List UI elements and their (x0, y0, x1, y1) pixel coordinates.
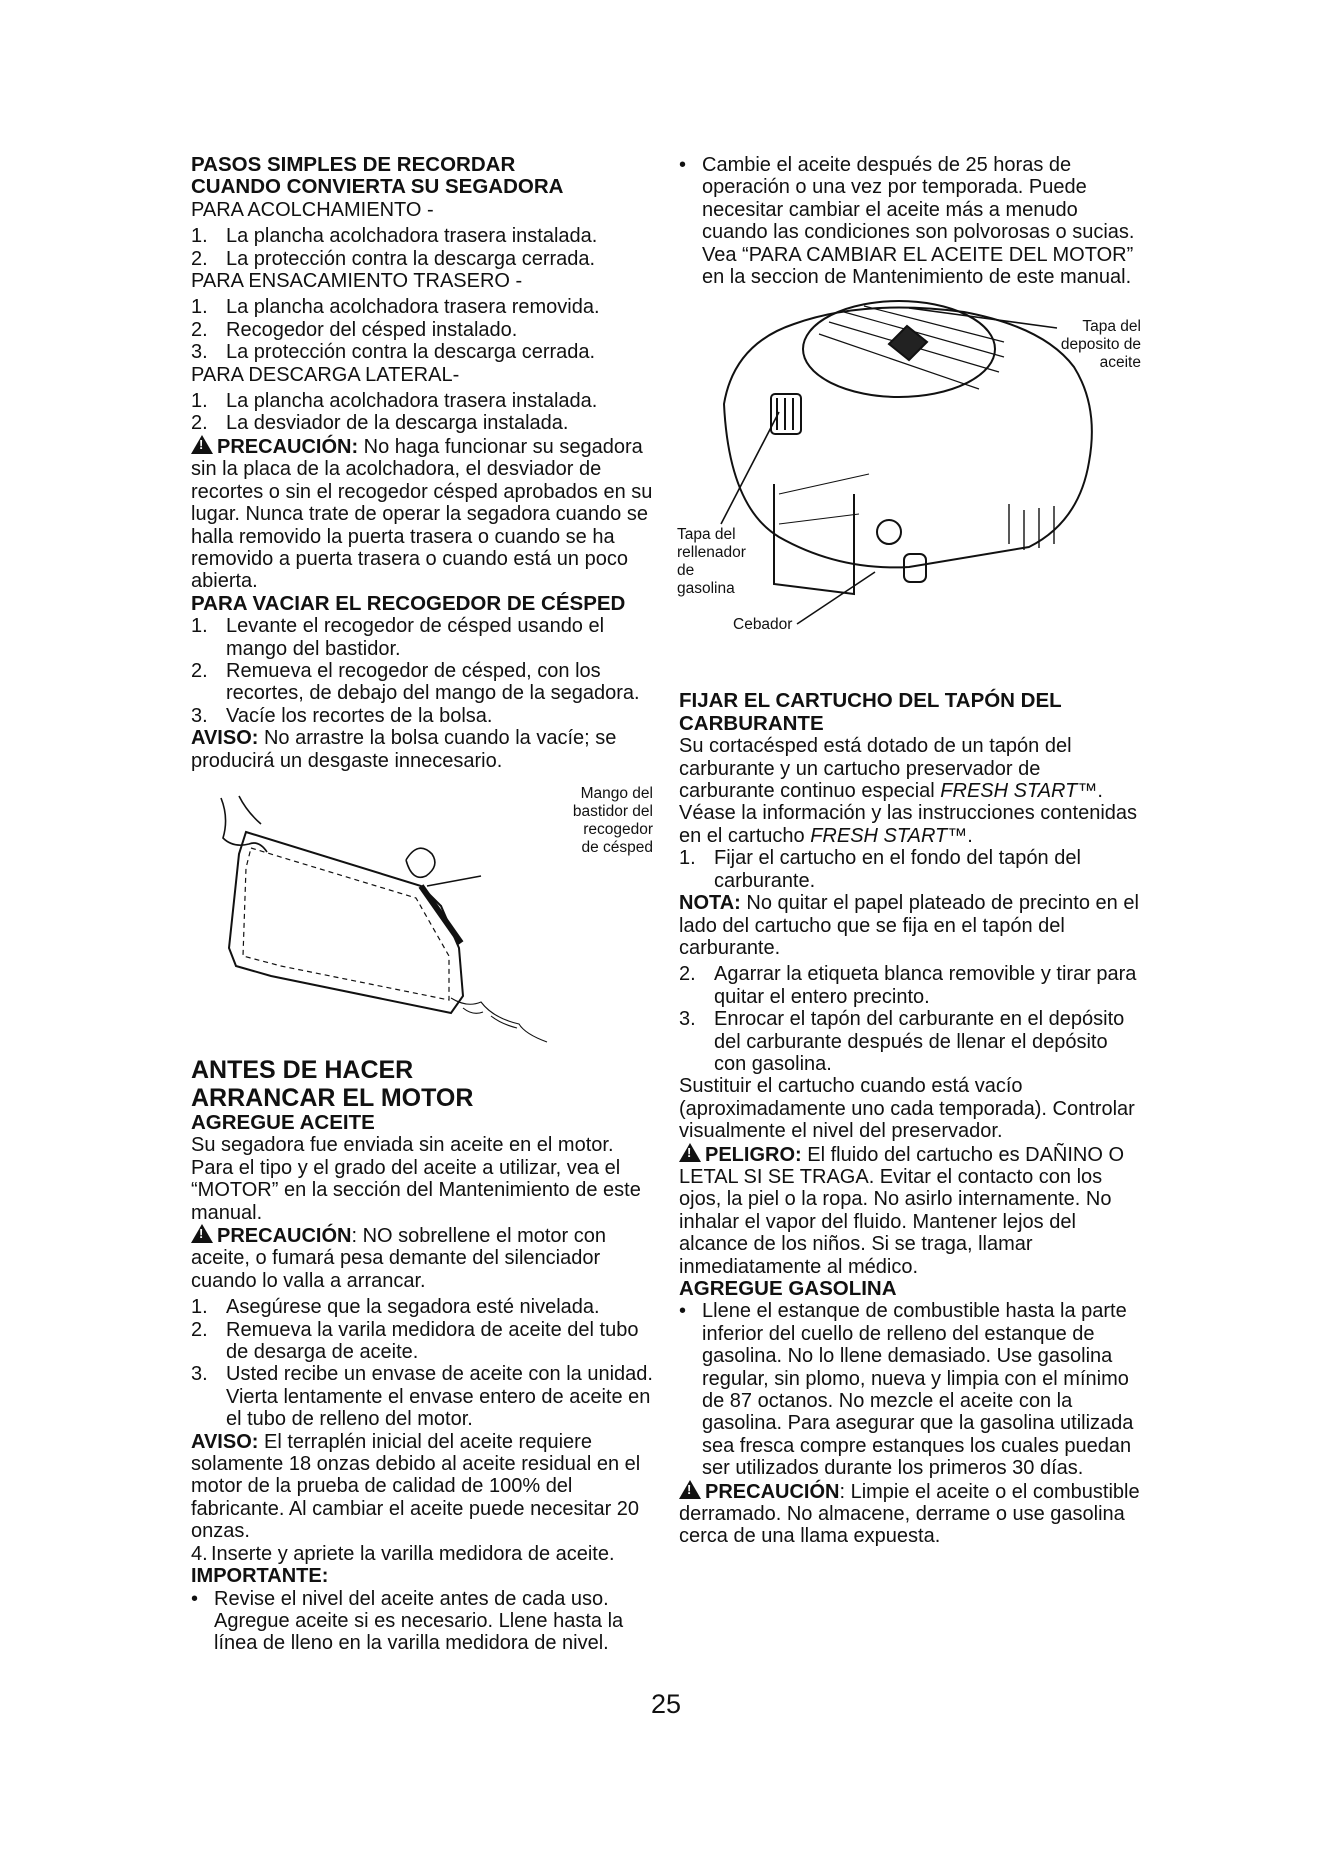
peligro: !PELIGRO: El fluido del cartucho es DAÑINO O LETAL SI SE TRAGA. Evitar el contacto con los ojos, la piel o la ropa. No asirlo internamente. No inhalar el vapor del fluido. Mantener lejos del alcance de los niños. Si se traga, llamar inmediatamente al médico. (679, 1143, 1141, 1278)
fijar-title-1: FIJAR EL CARTUCHO DEL TAPÓN DEL (679, 689, 1062, 713)
catcher-callout: Mango del bastidor del recogedor de césped (572, 784, 653, 856)
page-number: 25 (651, 1689, 682, 1719)
list-item: 4. Inserte y apriete la varilla medidora de aceite. (191, 1542, 615, 1565)
warning-triangle-icon (191, 1224, 213, 1243)
list-item: 2. Remueva el recogedor de césped, con los recortes, de debajo del mango de la segadora. (191, 659, 640, 705)
list-item: • Revise el nivel del aceite antes de cada uso. Agregue aceite si es necesario. Llene hasta la línea de lleno en la varilla medidora de nivel. (191, 1587, 624, 1655)
aceite-paragraph: Su segadora fue enviada sin aceite en el motor. Para el tipo y el grado del aceite a utilizar, vea el “MOTOR” en la sección del Mantenimiento de este manual. (191, 1134, 641, 1224)
fuel-cap-callout: Tapa del rellenador de gasolina (677, 526, 746, 598)
agregue-aceite-title: AGREGUE ACEITE (191, 1110, 375, 1134)
sustituir-paragraph: Sustituir el cartucho cuando está vacío (aproximadamente uno cada temporada). Controlar visualmente el nivel del preservador. (679, 1075, 1135, 1143)
bullet-icon: • (191, 1587, 199, 1610)
oil-cap-callout: Tapa del deposito de aceite (1060, 318, 1141, 372)
list-item: 3. Usted recibe un envase de aceite con la unidad. Vierta lentamente el envase entero de aceite en el tubo de relleno del motor. (191, 1363, 653, 1431)
precaucion-3: !PRECAUCIÓN: Limpie el aceite o el combustible derramado. No almacene, derrame o use gasolina cerca de una llama expuesta. (679, 1480, 1141, 1548)
list-item: • Llene el estanque de combustible hasta la parte inferior del cuello de relleno del estanque de gasolina. No lo llene demasiado. Use gasolina regular, sin plomo, nueva y limpia con el mínimo de 87 octanos. No mezcle el aceite con la gasolina. Para asegurar que la gasolina utilizada sea fresca compre estanques los cuales puedan ser utilizados durante los primeros 30 días. (679, 1300, 1134, 1480)
list-item: 1. Fijar el cartucho en el fondo del tapón del carburante. (679, 847, 1081, 892)
agregue-gasolina-title: AGREGUE GASOLINA (679, 1277, 897, 1300)
list-item: 2. Remueva la varila medidora de aceite del tubo de desarga de aceite. (191, 1318, 639, 1364)
list-item: 1. La plancha acolchadora trasera instalada. (191, 390, 598, 413)
precaucion-2: !PRECAUCIÓN: NO sobrellene el motor con aceite, o fumará pesa demante del silenciador cuando lo valla a arrancar. (191, 1224, 653, 1292)
warning-triangle-icon (679, 1143, 701, 1162)
engine-figure (679, 294, 1141, 652)
precaucion-1: !PRECAUCIÓN: No haga funcionar su segadora sin la placa de la acolchadora, el desviador de recortes o sin el recogedor césped aprobados en su lugar. Nunca trate de operar la segadora cuando se halla removido la puerta trasera o cuando se ha removido a puerta trasera o cuando está un poco abierta. (191, 435, 653, 593)
list-item: 2. Recogedor del césped instalado. (191, 318, 518, 341)
fijar-title-2: CARBURANTE (679, 711, 824, 735)
nota: NOTA: No quitar el papel plateado de precinto en el lado del cartucho que se fija en el tapón del carburante. (679, 892, 1139, 959)
bullet-icon: • (679, 1300, 687, 1323)
list-item: 3. Vacíe los recortes de la bolsa. (191, 704, 493, 727)
left-column (191, 154, 653, 1655)
right-column (679, 154, 1141, 1548)
pasos-title-2: CUANDO CONVIERTA SU SEGADORA (191, 175, 564, 199)
list-item: • Cambie el aceite después de 25 horas de operación o una vez por temporada. Puede necesitar cambiar el aceite más a menudo cuando las condiciones son polvorosas o sucias. Vea “PARA CAMBIAR EL ACEITE DEL MOTOR” en la seccion de Mantenimiento de este manual. (679, 154, 1135, 289)
primer-callout: Cebador (733, 616, 793, 634)
list-item: 1. La plancha acolchadora trasera instalada. (191, 225, 598, 248)
list-item: 3. Enrocar el tapón del carburante en el depósito del carburante después de llenar el depósito con gasolina. (679, 1008, 1125, 1075)
ensac-label: PARA ENSACAMIENTO TRASERO - (191, 270, 523, 293)
grass-catcher-figure (191, 784, 653, 1066)
warning-triangle-icon (679, 1480, 701, 1499)
list-item: 3. La protección contra la descarga cerrada. (191, 341, 596, 364)
antes-title-2: ARRANCAR EL MOTOR (191, 1083, 474, 1112)
vaciar-title: PARA VACIAR EL RECOGEDOR DE CÉSPED (191, 591, 626, 615)
warning-triangle-icon (191, 435, 213, 454)
list-item: 2. Agarrar la etiqueta blanca removible y tirar para quitar el entero precinto. (679, 963, 1137, 1008)
list-item: 2. La protección contra la descarga cerrada. (191, 247, 596, 270)
list-item: 1. Asegúrese que la segadora esté nivelada. (191, 1296, 600, 1319)
importante-label: IMPORTANTE: (191, 1565, 329, 1588)
lateral-label: PARA DESCARGA LATERAL- (191, 363, 460, 386)
list-item: 1. La plancha acolchadora trasera removida. (191, 296, 600, 319)
acolch-label: PARA ACOLCHAMIENTO - (191, 198, 434, 221)
list-item: 2. La desviador de la descarga instalada. (191, 412, 569, 435)
fijar-paragraph: Su cortacésped está dotado de un tapón del carburante y un cartucho preservador de carburante continuo especial FRESH START™. Véase la información y las instrucciones contenidas en el cartucho FRESH START™. (679, 735, 1138, 847)
antes-title-1: ANTES DE HACER (191, 1055, 414, 1084)
aviso-2: AVISO: El terraplén inicial del aceite requiere solamente 18 onzas debido al aceite residual en el motor de la prueba de calidad de 100% del fabricante. Al cambiar el aceite puede necesitar 20 onzas. (191, 1430, 641, 1543)
aviso-1: AVISO: No arrastre la bolsa cuando la vacíe; se producirá un desgaste innecesario. (191, 727, 617, 772)
list-item: 1. Levante el recogedor de césped usando el mango del bastidor. (191, 615, 605, 660)
pasos-title-1: PASOS SIMPLES DE RECORDAR (191, 153, 516, 176)
bullet-icon: • (679, 154, 687, 176)
